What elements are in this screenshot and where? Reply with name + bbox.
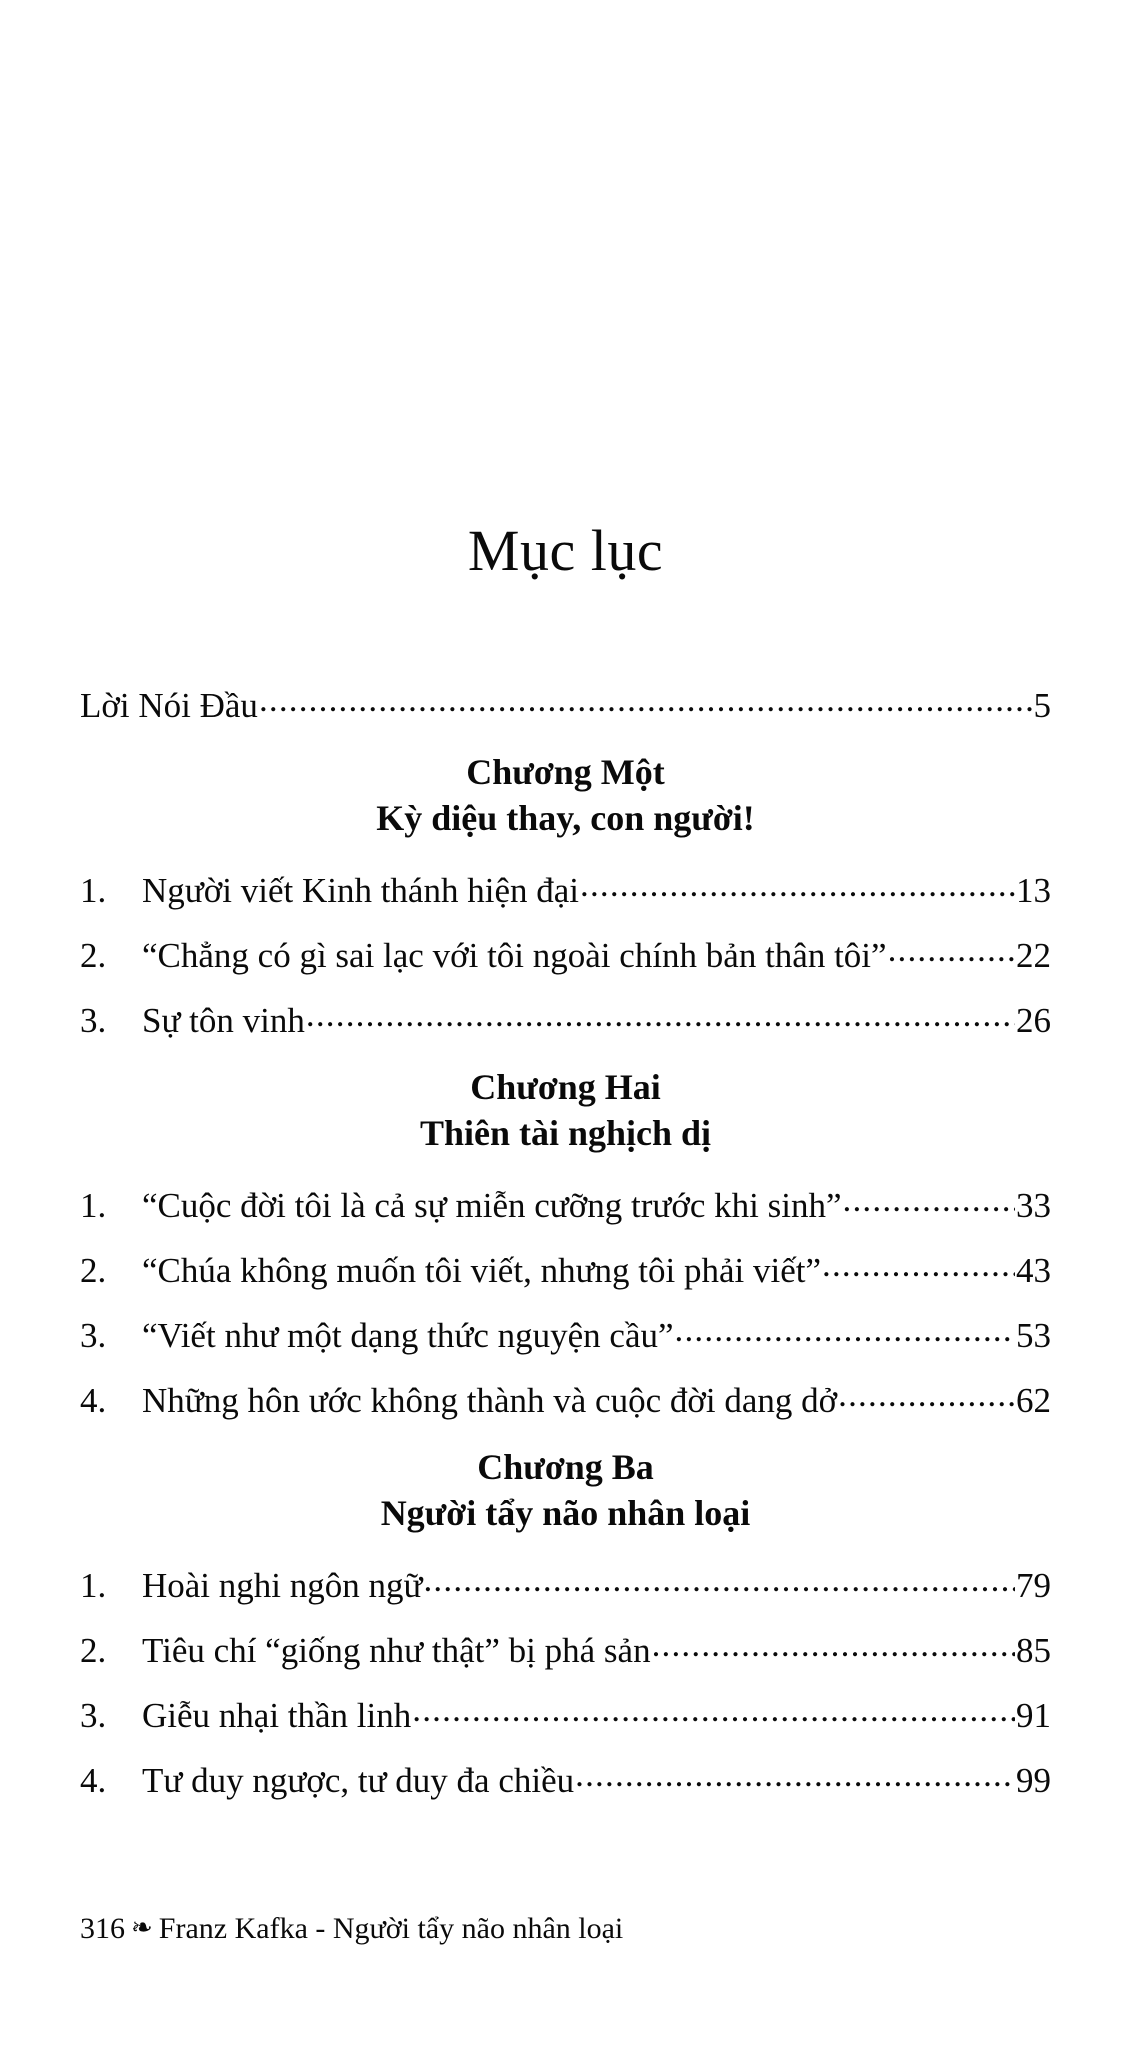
chapter-heading-line1: Chương Ba: [477, 1447, 654, 1488]
dot-leader: [675, 1312, 1015, 1347]
dot-leader: [575, 1757, 1015, 1792]
toc-entry-page-number: 79: [1016, 1566, 1051, 1606]
toc-entry[interactable]: [80, 1562, 1051, 1606]
toc-entry-foreword[interactable]: [80, 682, 1051, 723]
toc-entry-label: “Chúa không muốn tôi viết, nhưng tôi phải viết”: [142, 1251, 822, 1291]
toc-entry-label: “Viết như một dạng thức nguyện cầu”: [142, 1316, 674, 1356]
toc-entry-number: 2.: [80, 1251, 107, 1291]
dot-leader: [306, 997, 1015, 1032]
footer-page-number: 316: [80, 1912, 125, 1945]
toc-entry[interactable]: [80, 997, 1051, 1041]
dot-leader: [652, 1627, 1015, 1662]
dot-leader: [822, 1247, 1015, 1282]
toc-entry-number: 1.: [80, 1186, 107, 1226]
toc-entry-label: Sự tôn vinh: [142, 1001, 305, 1041]
toc-entry-label: Tiêu chí “giống như thật” bị phá sản: [142, 1631, 651, 1671]
toc-entry-page-number: 85: [1016, 1631, 1051, 1671]
dot-leader: [838, 1377, 1015, 1412]
toc-entry-number: 3.: [80, 1001, 107, 1041]
toc-entry-label: Tư duy ngược, tư duy đa chiều: [142, 1761, 575, 1801]
toc-entry-page-number: 5: [1033, 686, 1051, 725]
chapter-block: [80, 1444, 1051, 1801]
toc-entry-page-number: 43: [1016, 1251, 1051, 1291]
toc-entry-number: 4.: [80, 1761, 107, 1801]
toc-entry-page-number: 33: [1016, 1186, 1051, 1226]
chapter-block: [80, 749, 1051, 1041]
chapter-item-list: [80, 1182, 1051, 1421]
toc-entry[interactable]: [80, 1312, 1051, 1356]
chapter-heading-line1: Chương Hai: [470, 1067, 661, 1108]
chapter-heading-line2: Người tẩy não nhân loại: [380, 1493, 751, 1534]
chapter-block: [80, 1064, 1051, 1421]
toc-entry[interactable]: [80, 1182, 1051, 1226]
footer-text: Franz Kafka - Người tẩy não nhân loại: [158, 1912, 624, 1945]
toc-entry-number: 2.: [80, 936, 107, 976]
toc-entry-page-number: 22: [1016, 936, 1051, 976]
toc-entry[interactable]: [80, 1377, 1051, 1421]
toc-entry-number: 3.: [80, 1696, 107, 1736]
toc-entry-page-number: 91: [1016, 1696, 1051, 1736]
dot-leader: [580, 867, 1015, 902]
toc-entry-number: 1.: [80, 871, 107, 911]
toc-entry-page-number: 99: [1016, 1761, 1051, 1801]
toc-entry-page-number: 62: [1016, 1381, 1051, 1421]
toc-entry-label: Người viết Kinh thánh hiện đại: [142, 871, 579, 911]
toc-entry[interactable]: [80, 1247, 1051, 1291]
toc-entry-label: “Cuộc đời tôi là cả sự miễn cưỡng trước khi sinh”: [142, 1186, 842, 1226]
toc-entry[interactable]: [80, 1627, 1051, 1671]
toc-entry-page-number: 53: [1016, 1316, 1051, 1356]
toc-entry-number: 4.: [80, 1381, 107, 1421]
chapter-heading: [80, 1064, 1051, 1156]
dot-leader: [412, 1692, 1015, 1727]
chapter-heading: [80, 1444, 1051, 1536]
dot-leader: [259, 682, 1033, 717]
chapter-heading-line1: Chương Một: [466, 752, 665, 792]
toc-entry[interactable]: [80, 932, 1051, 976]
toc-entry-label: Giễu nhại thần linh: [142, 1696, 412, 1736]
toc-entry-label: Lời Nói Đầu: [80, 686, 258, 725]
dot-leader: [423, 1562, 1015, 1597]
dot-leader: [843, 1182, 1015, 1217]
chapter-heading-line2: Thiên tài nghịch dị: [419, 1113, 712, 1154]
toc-entry-page-number: 26: [1016, 1001, 1051, 1041]
toc-entry[interactable]: [80, 1757, 1051, 1801]
chapter-heading-line2: Kỳ diệu thay, con người!: [376, 798, 755, 839]
toc-entry[interactable]: [80, 1692, 1051, 1736]
toc-entry-number: 2.: [80, 1631, 107, 1671]
toc-entry-label: Những hôn ước không thành và cuộc đời dang dở: [142, 1381, 838, 1421]
toc-entry-page-number: 13: [1016, 871, 1051, 911]
page-title: Mục lục: [467, 518, 664, 583]
chapter-item-list: [80, 1562, 1051, 1801]
toc-entry-label: Hoài nghi ngôn ngữ: [142, 1566, 423, 1606]
toc-entry-number: 1.: [80, 1566, 107, 1606]
toc-entry-label: “Chẳng có gì sai lạc với tôi ngoài chính bản thân tôi”: [142, 936, 887, 976]
chapter-heading: [80, 749, 1051, 841]
toc-entry-number: 3.: [80, 1316, 107, 1356]
ornament-icon: ❧: [131, 1913, 153, 1942]
dot-leader: [888, 932, 1015, 967]
chapter-list: [80, 749, 1051, 1801]
chapter-item-list: [80, 867, 1051, 1041]
page-footer: [80, 1914, 623, 1944]
toc-entry[interactable]: [80, 867, 1051, 911]
